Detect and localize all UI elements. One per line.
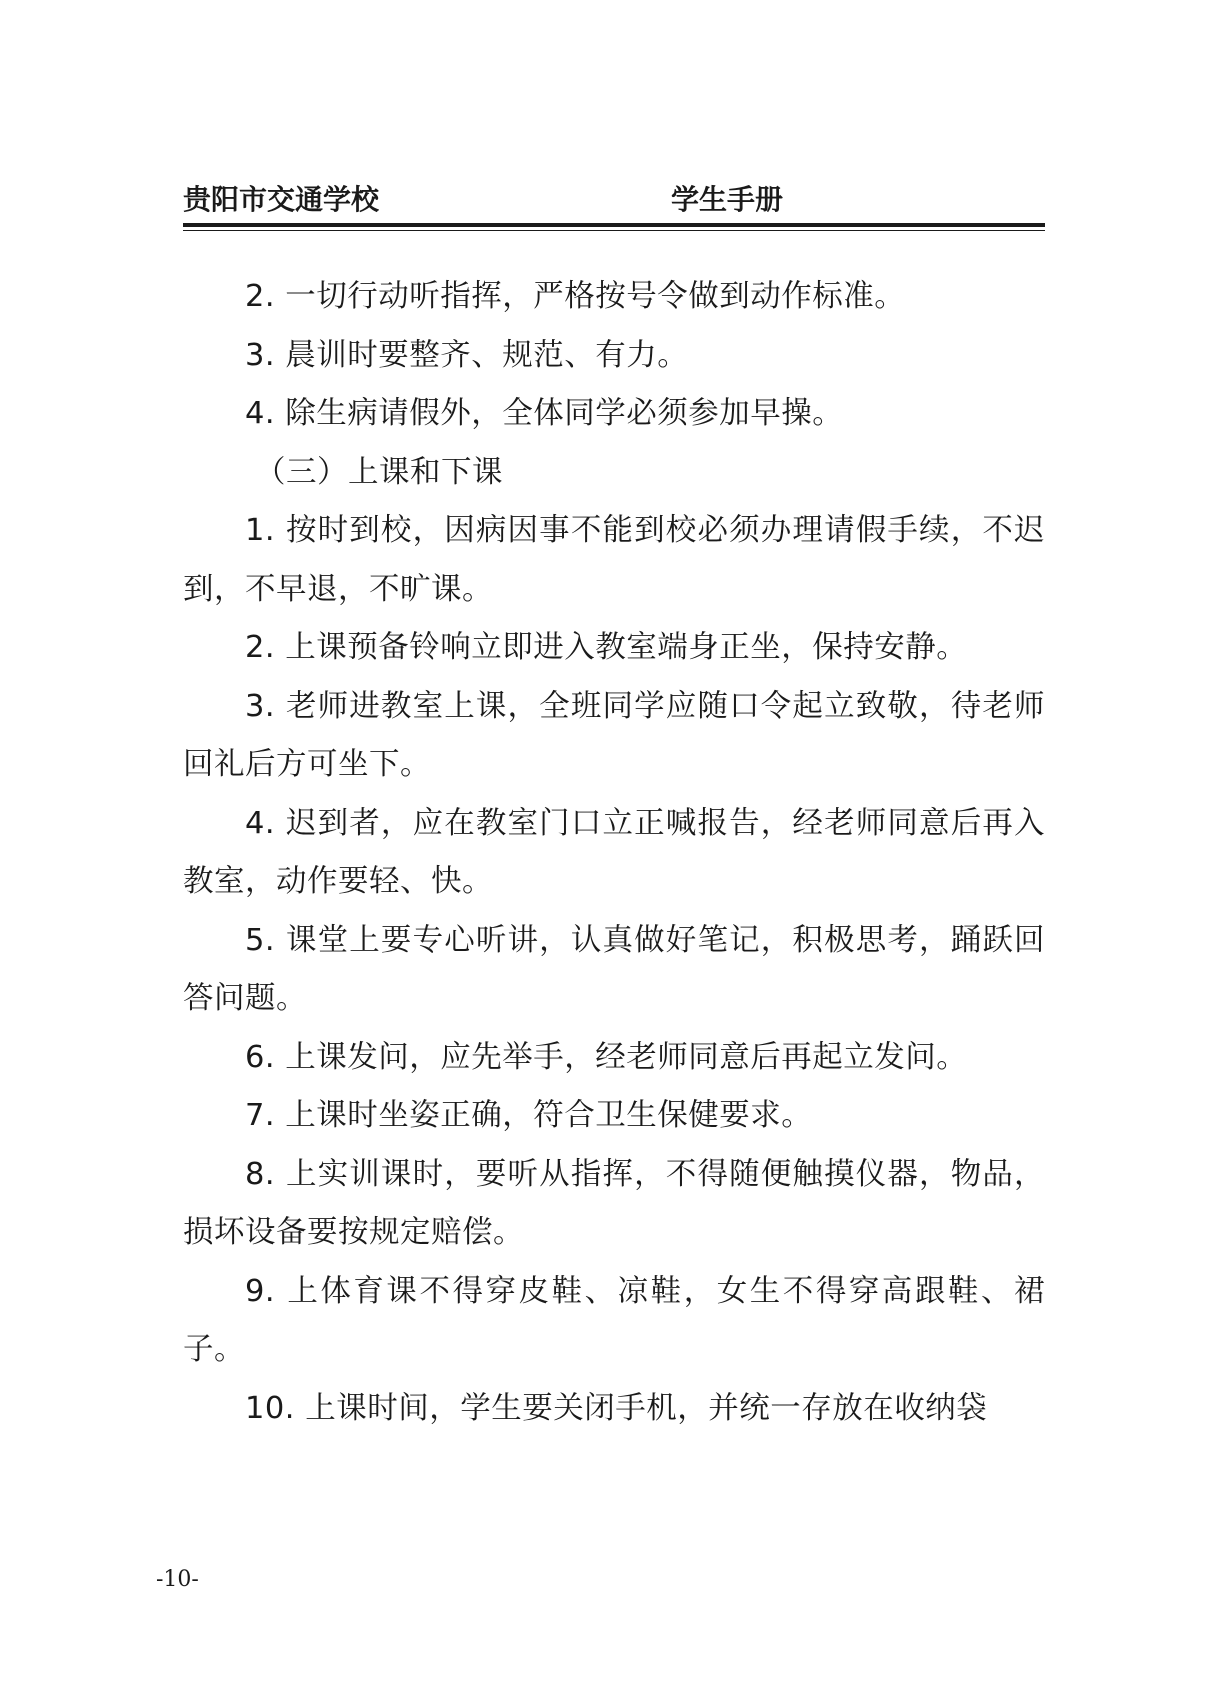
paragraph: 3. 晨训时要整齐、规范、有力。: [245, 337, 689, 373]
body-text: [183, 268, 1045, 1438]
header-school-name: 贵阳市交通学校: [183, 183, 380, 216]
section-heading: （三）上课和下课: [255, 454, 503, 490]
paragraph: 2. 一切行动听指挥，严格按号令做到动作标准。: [245, 279, 906, 314]
paragraph: 1. 按时到校，因病因事不能到校必须办理请假手续，不迟到，不早退，不旷课。: [183, 513, 1045, 607]
paragraph: 4. 迟到者，应在教室门口立正喊报告，经老师同意后再入教室，动作要轻、快。: [183, 805, 1045, 899]
header-rule-thick: [183, 223, 1045, 227]
paragraph: 6. 上课发问，应先举手，经老师同意后再起立发问。: [245, 1039, 968, 1075]
paragraph: 3. 老师进教室上课，全班同学应随口令起立致敬，待老师回礼后方可坐下。: [183, 688, 1045, 782]
paragraph: 4. 除生病请假外，全体同学必须参加早操。: [245, 396, 844, 431]
page-header: [183, 178, 1045, 222]
page-number: -10-: [156, 1567, 199, 1592]
paragraph: 5. 课堂上要专心听讲，认真做好笔记，积极思考，踊跃回答问题。: [183, 922, 1045, 1016]
header-document-title: 学生手册: [671, 183, 784, 216]
paragraph: 9. 上体育课不得穿皮鞋、凉鞋，女生不得穿高跟鞋、裙子。: [183, 1273, 1045, 1367]
paragraph: 7. 上课时坐姿正确，符合卫生保健要求。: [245, 1098, 813, 1133]
paragraph: 2. 上课预备铃响立即进入教室端身正坐，保持安静。: [245, 630, 968, 665]
header-rule-thin: [183, 230, 1045, 231]
paragraph: 10. 上课时间，学生要关闭手机，并统一存放在收纳袋: [245, 1390, 988, 1426]
paragraph: 8. 上实训课时，要听从指挥，不得随便触摸仪器，物品，损坏设备要按规定赔偿。: [183, 1156, 1045, 1250]
